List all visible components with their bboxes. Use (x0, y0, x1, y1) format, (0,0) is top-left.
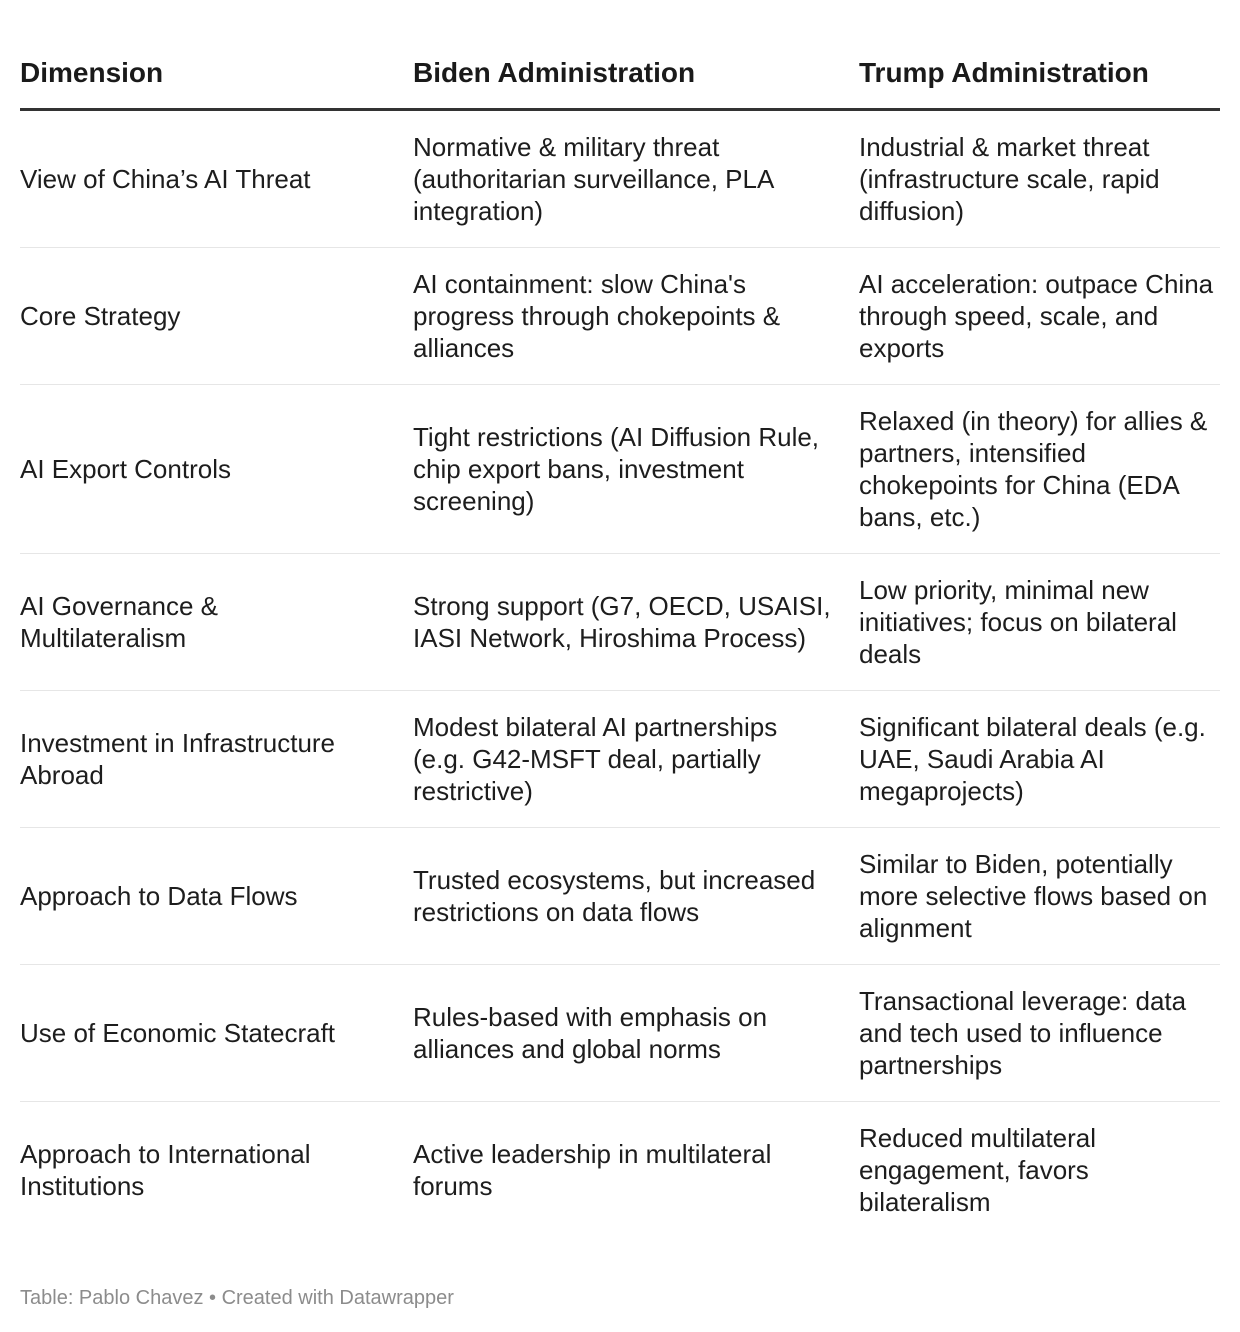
cell-trump: Transactional leverage: data and tech used to influence partnerships (859, 965, 1220, 1102)
cell-biden: Trusted ecosystems, but increased restrictions on data flows (413, 828, 859, 965)
table-header (20, 52, 1220, 110)
cell-trump: Significant bilateral deals (e.g. UAE, Saudi Arabia AI megaprojects) (859, 691, 1220, 828)
cell-biden: Strong support (G7, OECD, USAISI, IASI Network, Hiroshima Process) (413, 554, 859, 691)
cell-dimension: Investment in Infrastructure Abroad (20, 691, 413, 828)
comparison-table (20, 52, 1220, 1238)
table-footer (20, 1285, 454, 1311)
table-row (20, 828, 1220, 965)
header-row (20, 52, 1220, 110)
header-biden-administration[interactable]: Biden Administration (413, 52, 859, 110)
cell-trump: Industrial & market threat (infrastructure scale, rapid diffusion) (859, 110, 1220, 248)
table-row (20, 248, 1220, 385)
cell-dimension: AI Export Controls (20, 385, 413, 554)
cell-dimension: Approach to Data Flows (20, 828, 413, 965)
cell-trump: AI acceleration: outpace China through speed, scale, and exports (859, 248, 1220, 385)
cell-dimension: Core Strategy (20, 248, 413, 385)
cell-biden: Modest bilateral AI partnerships (e.g. G42-MSFT deal, partially restrictive) (413, 691, 859, 828)
cell-biden: AI containment: slow China's progress through chokepoints & alliances (413, 248, 859, 385)
cell-biden: Rules-based with emphasis on alliances and global norms (413, 965, 859, 1102)
cell-biden: Normative & military threat (authoritarian surveillance, PLA integration) (413, 110, 859, 248)
cell-trump: Relaxed (in theory) for allies & partners, intensified chokepoints for China (EDA bans, etc.) (859, 385, 1220, 554)
table-body (20, 110, 1220, 1239)
table-row (20, 385, 1220, 554)
cell-biden: Active leadership in multilateral forums (413, 1139, 772, 1201)
footer-source: Table: Pablo Chavez (20, 1287, 204, 1309)
footer-separator: • (203, 1287, 222, 1309)
footer-credit-link[interactable]: Created with Datawrapper (221, 1287, 454, 1309)
cell-dimension: View of China’s AI Threat (20, 110, 413, 248)
table-row (20, 691, 1220, 828)
table-row (20, 1102, 1220, 1239)
cell-dimension: AI Governance & Multilateralism (20, 554, 413, 691)
table-row (20, 965, 1220, 1102)
table-container (20, 0, 1220, 1309)
header-dimension[interactable]: Dimension (20, 52, 413, 110)
cell-biden: Tight restrictions (AI Diffusion Rule, chip export bans, investment screening) (413, 385, 859, 554)
cell-dimension: Approach to International Institutions (20, 1139, 311, 1201)
table-row (20, 554, 1220, 691)
table-row (20, 110, 1220, 248)
cell-trump: Similar to Biden, potentially more selective flows based on alignment (859, 828, 1220, 965)
cell-trump: Reduced multilateral engagement, favors bilateralism (859, 1123, 1097, 1217)
cell-trump: Low priority, minimal new initiatives; focus on bilateral deals (859, 554, 1220, 691)
header-trump-administration[interactable]: Trump Administration (859, 52, 1220, 110)
cell-dimension: Use of Economic Statecraft (20, 965, 413, 1102)
